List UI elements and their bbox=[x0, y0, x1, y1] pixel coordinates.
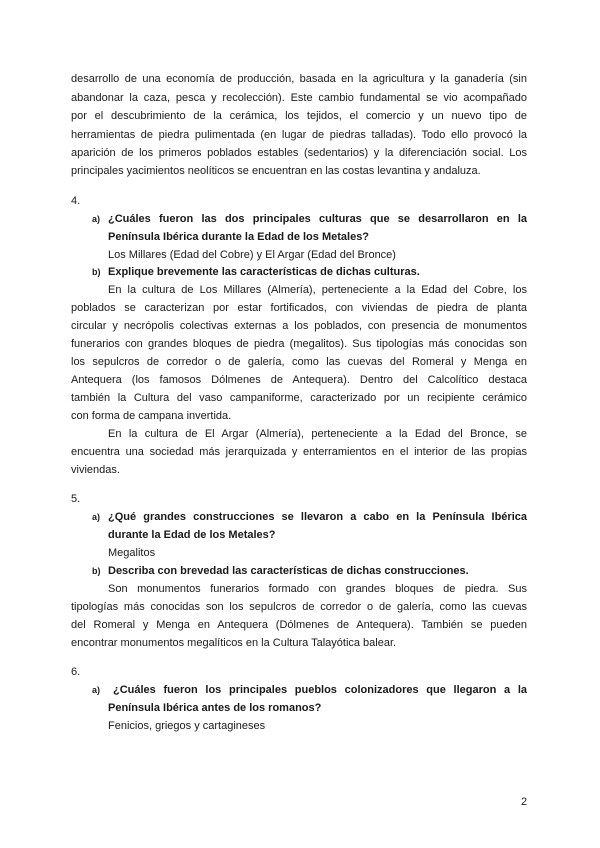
answer-line: En la cultura de El Argar (Almería), perteneciente a la Edad del Bronce, se bbox=[108, 428, 527, 440]
question-text: ¿Cuáles fueron los principales pueblos colonizadores que llegaron a la bbox=[113, 684, 527, 696]
page-number: 2 bbox=[521, 796, 528, 808]
question-text: Península Ibérica durante la Edad de los Metales? bbox=[108, 231, 370, 243]
answer-line: también la Cultura del vaso campaniforme, caracterizado por un recipiente cerámico bbox=[71, 392, 527, 404]
question-text: ¿Cuáles fueron las dos principales culturas que se desarrollaron en la bbox=[108, 213, 527, 225]
intro-line: aparición de los primeros poblados estables (sedentarios) y la diferenciación social. Los bbox=[71, 147, 527, 159]
answer-line: En la cultura de Los Millares (Almería), perteneciente a la Edad del Cobre, los bbox=[108, 284, 527, 296]
answer-line: poblados se caracterizan por estar fortificados, con viviendas de piedra de planta bbox=[71, 302, 527, 314]
question-text: Península Ibérica antes de los romanos? bbox=[108, 702, 322, 714]
answer-line: funerarios con grandes bloques de piedra (megalitos). Sus tipologías más conocidas son bbox=[71, 338, 527, 350]
item-label: a) bbox=[92, 214, 101, 224]
intro-line: abandonar la caza, pesca y recolección). Este cambio fundamental se vio acompañado bbox=[71, 92, 527, 104]
answer-text: Los Millares (Edad del Cobre) y El Argar (Edad del Bronce) bbox=[108, 249, 396, 261]
item-label: a) bbox=[92, 512, 101, 522]
answer-line: viviendas. bbox=[71, 464, 120, 476]
answer-text: Fenicios, griegos y cartagineses bbox=[108, 720, 266, 732]
answer-line: circular y necrópolis colectivas externas a los poblados, con presencia de monumentos bbox=[71, 320, 527, 332]
item-label: b) bbox=[92, 267, 101, 277]
question-number: 4. bbox=[71, 195, 81, 207]
answer-line: del Romeral y Menga en Antequera (Dólmenes de Antequera). También se pueden bbox=[71, 619, 527, 631]
question-text: ¿Qué grandes construcciones se llevaron a cabo en la Península Ibérica bbox=[108, 511, 527, 523]
intro-line: principales yacimientos neolíticos se encuentran en las costas levantina y andaluza. bbox=[71, 165, 481, 177]
intro-line: herramientas de piedra pulimentada (en lugar de piedras talladas). Todo ello provocó la bbox=[71, 129, 527, 141]
answer-text: Megalitos bbox=[108, 547, 156, 559]
answer-line: encontrar monumentos megalíticos en la Cultura Talayótica balear. bbox=[71, 637, 397, 649]
question-text: durante la Edad de los Metales? bbox=[108, 529, 276, 541]
answer-line: encuentra una sociedad más jerarquizada y enterramientos en el interior de las propias bbox=[71, 446, 527, 458]
item-label: b) bbox=[92, 566, 101, 576]
answer-line: tipologías más conocidas son los sepulcros de corredor o de galería, como las cuevas bbox=[71, 601, 527, 613]
intro-line: por el descubrimiento de la cerámica, los tejidos, el comercio y un nuevo tipo de bbox=[71, 110, 527, 122]
answer-line: los sepulcros de corredor o de galería, como las cuevas del Romeral y Menga en bbox=[71, 356, 527, 368]
question-text: Describa con brevedad las características de dichas construcciones. bbox=[108, 565, 469, 577]
question-text: Explique brevemente las características de dichas culturas. bbox=[108, 266, 420, 278]
question-number: 5. bbox=[71, 493, 81, 505]
item-label: a) bbox=[92, 685, 101, 695]
question-number: 6. bbox=[71, 666, 81, 678]
intro-line: desarrollo de una economía de producción, basada en la agricultura y la ganadería (sin bbox=[71, 73, 527, 85]
answer-line: con forma de campana invertida. bbox=[71, 410, 232, 422]
answer-line: Antequera (los famosos Dólmenes de Antequera). Dentro del Calcolítico destaca bbox=[71, 374, 527, 386]
answer-line: Son monumentos funerarios formado con grandes bloques de piedra. Sus bbox=[108, 583, 527, 595]
